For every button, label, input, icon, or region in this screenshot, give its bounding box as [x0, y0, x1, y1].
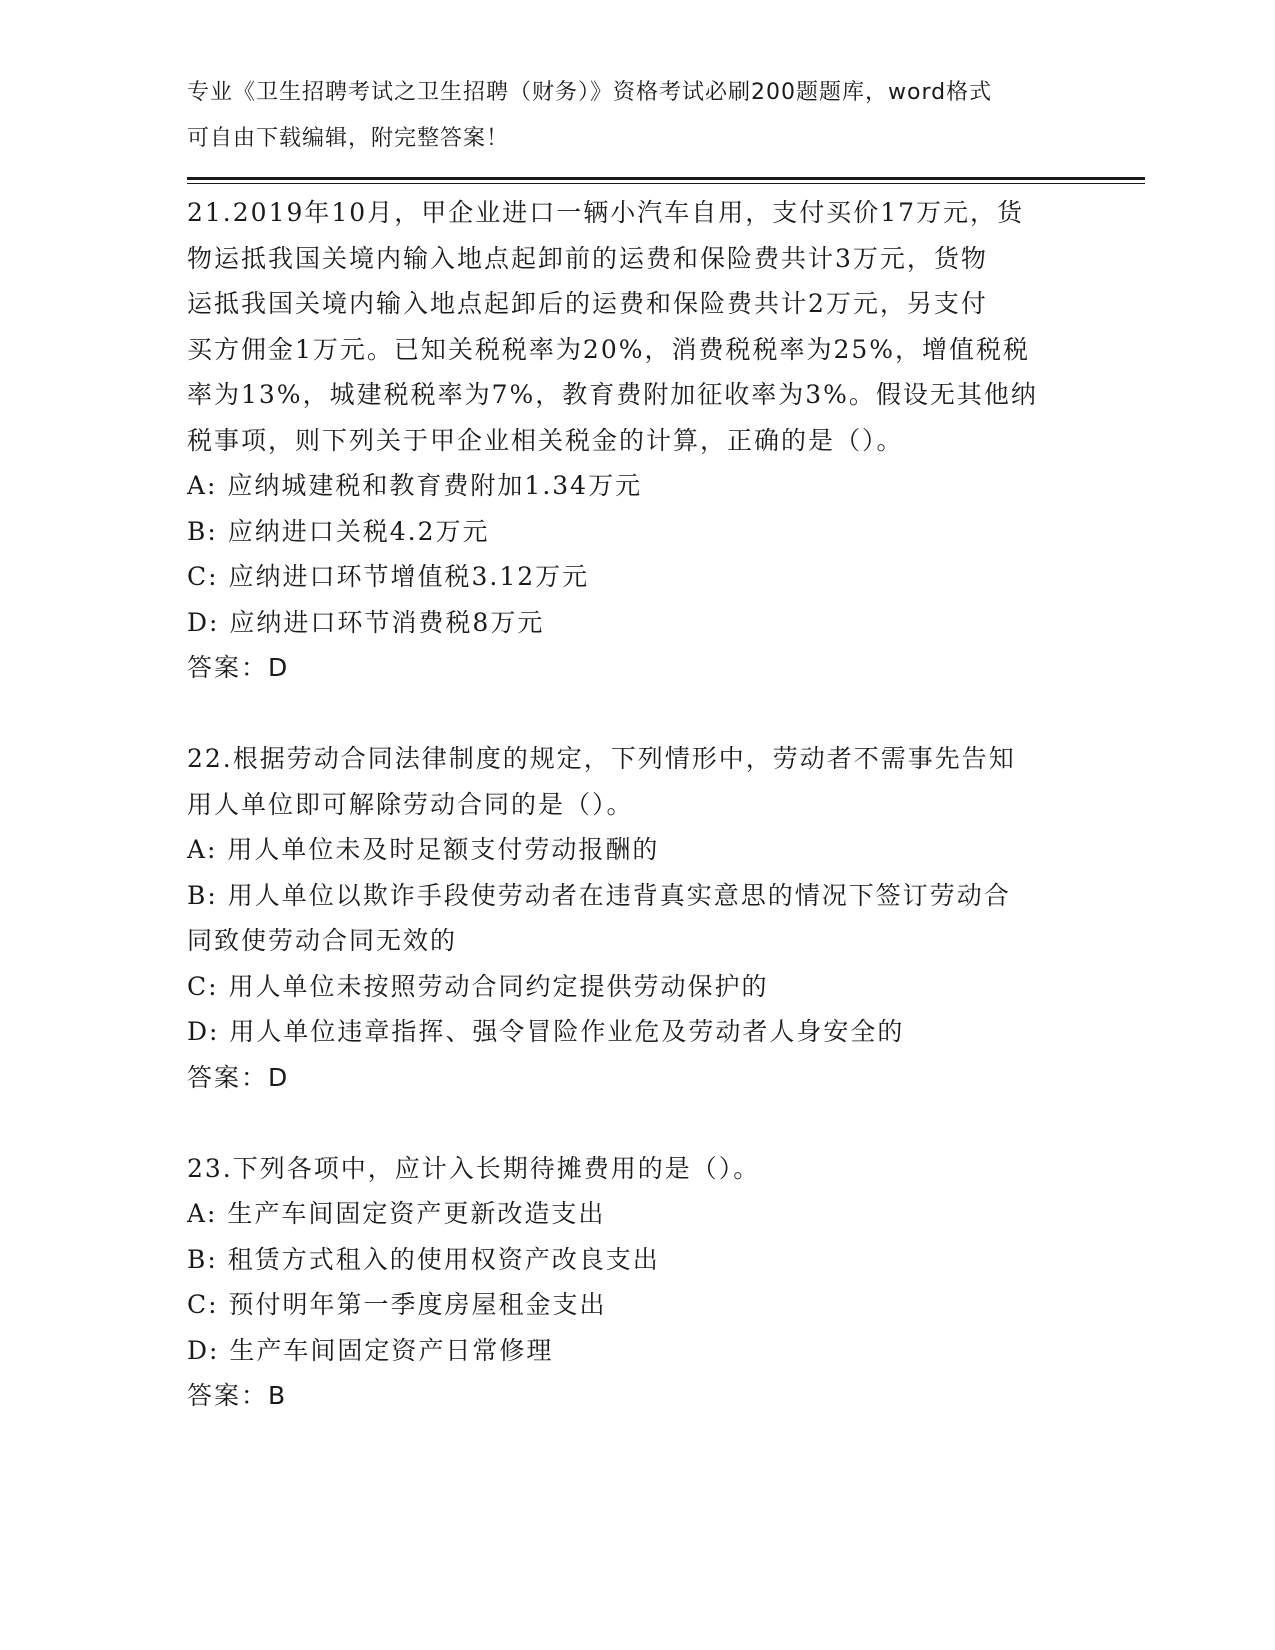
header-line-1: 专业《卫生招聘考试之卫生招聘（财务）》资格考试必刷200题题库，word格式: [187, 80, 993, 105]
question-22: [187, 736, 1087, 1100]
question-stem-line: 22.根据劳动合同法律制度的规定，下列情形中，劳动者不需事先告知: [187, 744, 1016, 773]
question-stem-line: 物运抵我国关境内输入地点起卸前的运费和保险费共计3万元，货物: [187, 243, 988, 273]
question-23: [187, 1146, 1087, 1419]
option-d: D: 生产车间固定资产日常修理: [187, 1335, 554, 1365]
answer-line: 答案：D: [187, 1062, 290, 1092]
question-stem-line: 税事项，则下列关于甲企业相关税金的计算，正确的是（）。: [187, 425, 904, 455]
option-d: D: 应纳进口环节消费税8万元: [187, 607, 545, 637]
option-b: B: 租赁方式租入的使用权资产改良支出: [187, 1244, 660, 1274]
option-c: C: 预付明年第一季度房屋租金支出: [187, 1290, 607, 1319]
option-a: A: 生产车间固定资产更新改造支出: [187, 1199, 606, 1228]
question-spacer: [187, 691, 1087, 737]
option-c: C: 用人单位未按照劳动合同约定提供劳动保护的: [187, 971, 769, 1001]
question-21: [187, 190, 1087, 691]
header-divider-thin: [187, 183, 1145, 184]
document-header: [187, 70, 1087, 161]
option-c: C: 应纳进口环节增值税3.12万元: [187, 562, 590, 591]
question-stem-line: 运抵我国关境内输入地点起卸后的运费和保险费共计2万元，另支付: [187, 289, 988, 318]
header-line-2: 可自由下载编辑，附完整答案！: [187, 125, 510, 151]
question-list: [187, 190, 1087, 1419]
question-stem-line: 率为13%，城建税税率为7%，教育费附加征收率为3%。假设无其他纳: [187, 380, 1038, 409]
question-stem-line: 买方佣金1万元。已知关税税率为20%，消费税税率为25%，增值税税: [187, 334, 1031, 364]
option-a: A: 应纳城建税和教育费附加1.34万元: [187, 471, 643, 500]
question-stem-line: 用人单位即可解除劳动合同的是（）。: [187, 789, 634, 819]
option-b: B: 应纳进口关税4.2万元: [187, 516, 490, 546]
answer-line: 答案：B: [187, 1381, 288, 1410]
option-b: B: 用人单位以欺诈手段使劳动者在违背真实意思的情况下签订劳动合: [187, 880, 1011, 910]
question-stem-line: 21.2019年10月，甲企业进口一辆小汽车自用，支付买价17万元，货: [187, 198, 1025, 227]
answer-line: 答案：D: [187, 653, 290, 682]
header-divider-thick: [187, 177, 1145, 180]
option-a: A: 用人单位未及时足额支付劳动报酬的: [187, 835, 660, 864]
option-b-continued: 同致使劳动合同无效的: [187, 926, 458, 955]
question-spacer: [187, 1100, 1087, 1146]
question-stem-line: 23.下列各项中，应计入长期待摊费用的是（）。: [187, 1153, 761, 1183]
option-d: D: 用人单位违章指挥、强令冒险作业危及劳动者人身安全的: [187, 1017, 905, 1046]
